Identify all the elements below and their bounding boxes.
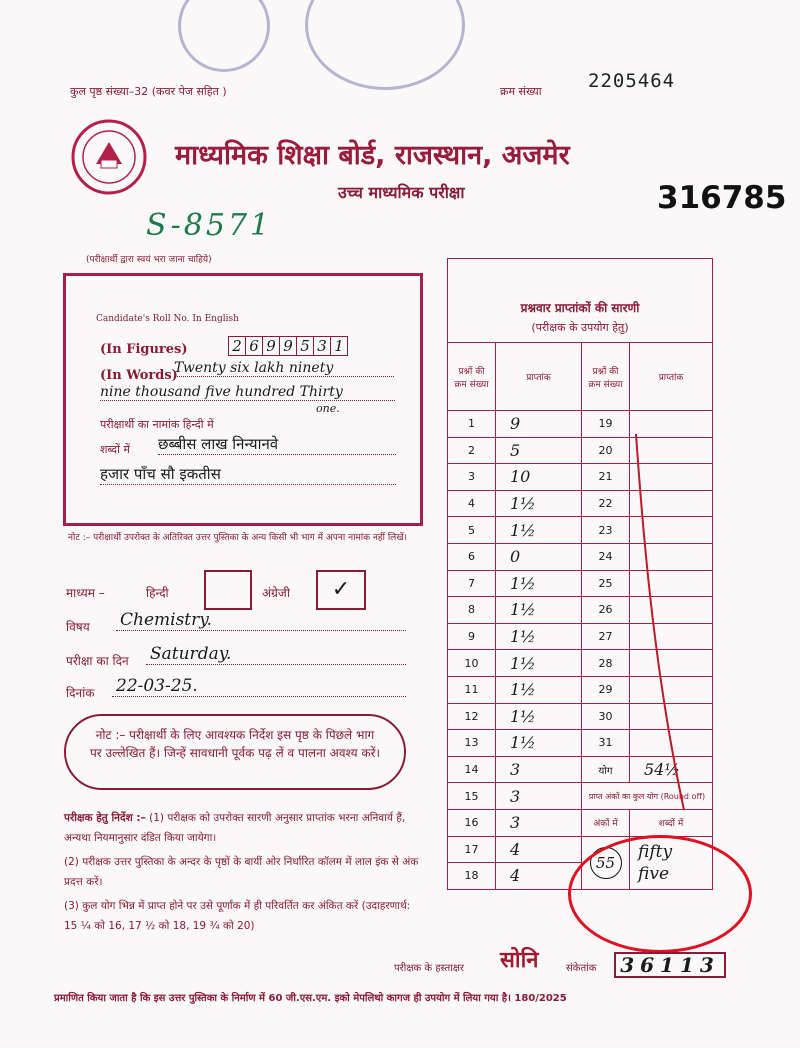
date-label: दिनांक (66, 686, 95, 700)
q-marks[interactable]: 1½ (496, 623, 582, 650)
roll-digit: 9 (262, 336, 280, 356)
words-line-2[interactable]: nine thousand five hundred Thirty (100, 384, 395, 401)
final-figures-value: 55 (590, 847, 622, 879)
roll-digit: 1 (330, 336, 348, 356)
note-1: नोट :– परीक्षार्थी उपरोक्त के अतिरिक्त उत्तर पुस्तिका के अन्य किसी भी भाग में अपना नामांक नहीं लिखें। (68, 533, 408, 543)
final-figures-label: अंकों में (582, 809, 630, 836)
examiner-heading: परीक्षक हेतु निर्देश :– (64, 812, 146, 824)
q-number: 9 (448, 623, 496, 650)
fill-note: (परीक्षार्थी द्वारा स्वयं भरा जाना चाहिये) (86, 255, 212, 265)
board-logo (66, 118, 152, 196)
code-value: 36113 (620, 953, 720, 977)
q-number: 26 (582, 597, 630, 624)
q-number: 1 (448, 411, 496, 438)
col-qno-left: प्रश्नों की क्रम संख्या (448, 343, 496, 411)
medium-label: माध्यम – (66, 586, 105, 600)
examiner-item-2: (2) परीक्षक उत्तर पुस्तिका के अन्दर के पृष्ठों के बायीं ओर निर्धारित कॉलम में लाल इंक से अंक प्रदत्त करें। (64, 856, 419, 888)
final-total-label: प्राप्त अंकों का कुल योग (Round off) (582, 783, 713, 810)
footer-certification: प्रमाणित किया जाता है कि इस उत्तर पुस्तिका के निर्माण में 60 जी.एस.एम. इको मेपलिथो कागज ही उपयोग में लिया गया है। 180/2025 (54, 993, 567, 1004)
examiner-signature: सोनि (500, 948, 539, 973)
q-number: 15 (448, 783, 496, 810)
marks-table-subtitle: (परीक्षक के उपयोग हेतु) (531, 321, 629, 335)
q-number: 12 (448, 703, 496, 730)
q-marks[interactable]: 1½ (496, 676, 582, 703)
roll-digit: 3 (313, 336, 331, 356)
date-value[interactable]: 22-03-25. (112, 676, 406, 697)
q-marks[interactable]: 5 (496, 437, 582, 464)
q-number: 3 (448, 464, 496, 491)
q-number: 2 (448, 437, 496, 464)
q-number: 30 (582, 703, 630, 730)
q-marks[interactable]: 0 (496, 543, 582, 570)
roll-box-title: Candidate's Roll No. In English (96, 314, 239, 324)
exam-day-label: परीक्षा का दिन (66, 654, 129, 668)
q-number: 11 (448, 676, 496, 703)
red-strike-line (600, 430, 710, 830)
exam-name: उच्च माध्यमिक परीक्षा (338, 183, 465, 202)
figures-label: (In Figures) (100, 342, 188, 357)
q-number: 19 (582, 411, 630, 438)
q-marks[interactable]: 4 (496, 863, 582, 890)
q-marks[interactable]: 1½ (496, 597, 582, 624)
total-value[interactable]: 54½ (630, 756, 713, 783)
q-number: 6 (448, 543, 496, 570)
roll-digit: 9 (279, 336, 297, 356)
exam-day-value[interactable]: Saturday. (146, 644, 406, 665)
col-qno-right: प्रश्नों की क्रम संख्या (582, 343, 630, 411)
q-marks[interactable]: 1½ (496, 570, 582, 597)
q-number: 16 (448, 809, 496, 836)
code-label: संकेतांक (566, 963, 597, 974)
page-count: कुल पृष्ठ संख्या–32 (कवर पेज सहित ) (70, 85, 227, 98)
stamp-round-right (305, 0, 465, 90)
q-marks[interactable]: 1½ (496, 730, 582, 757)
board-name: माध्यमिक शिक्षा बोर्ड, राजस्थान, अजमेर (175, 140, 570, 171)
red-circle-mark (568, 835, 752, 953)
col-marks-left: प्राप्तांक (496, 343, 582, 411)
note-2-text: नोट :– परीक्षार्थी के लिए आवश्यक निर्देश इस पृष्ठ के पिछले भाग पर उल्लेखित हैं। जिन्हें सावधानी पूर्वक पढ़ लें व पालना अवश्य करें। (89, 728, 381, 760)
marks-table-title: प्रश्नवार प्राप्तांकों की सारणी (520, 301, 640, 316)
total-label: योग (582, 756, 630, 783)
hindi-words-2[interactable]: हजार पाँच सौ इकतीस (100, 464, 396, 485)
roll-digit: 2 (228, 336, 246, 356)
q-number: 29 (582, 676, 630, 703)
q-number: 5 (448, 517, 496, 544)
q-marks[interactable]: 3 (496, 783, 582, 810)
roll-digit-boxes[interactable] (228, 336, 347, 356)
words-line-1[interactable]: Twenty six lakh ninety (174, 360, 394, 377)
examiner-item-1: (1) परीक्षक को उपरोक्त सारणी अनुसार प्राप्तांक भरना अनिवार्य हैं, अन्यथा नियमानुसार दंडित किया जायेगा। (64, 812, 406, 844)
q-marks[interactable]: 4 (496, 836, 582, 863)
q-number: 7 (448, 570, 496, 597)
note-2-box (64, 714, 406, 790)
medium-hindi-label: हिन्दी (146, 586, 169, 600)
q-marks[interactable]: 3 (496, 756, 582, 783)
serial-label: क्रम संख्या (500, 85, 542, 98)
final-words[interactable]: fifty five (630, 836, 713, 889)
subject-label: विषय (66, 620, 90, 634)
words-label: (In Words) (100, 368, 178, 383)
code-boxes (614, 952, 726, 978)
subject-value[interactable]: Chemistry. (116, 610, 406, 631)
q-number: 22 (582, 490, 630, 517)
words-line-3: one. (316, 402, 340, 415)
q-number: 13 (448, 730, 496, 757)
q-marks[interactable]: 1½ (496, 650, 582, 677)
q-number: 28 (582, 650, 630, 677)
medium-english-checkbox[interactable] (316, 570, 366, 610)
roll-number-box (63, 273, 423, 526)
booklet-number: 316785 (657, 180, 787, 216)
q-marks[interactable]: 3 (496, 809, 582, 836)
q-number: 31 (582, 730, 630, 757)
examiner-item-3: (3) कुल योग भिन्न में प्राप्त होने पर उसे पूर्णांक में ही परिवर्तित कर अंकित करें (उदाहरणार्थ: 15 ¼ को 16, 17 ½ को 18, 19 ¾ को 20) (64, 900, 411, 932)
q-marks[interactable]: 10 (496, 464, 582, 491)
q-number: 20 (582, 437, 630, 464)
q-marks[interactable]: 1½ (496, 517, 582, 544)
medium-english-label: अंग्रेजी (262, 586, 290, 600)
col-marks-right: प्राप्तांक (630, 343, 713, 411)
q-number: 10 (448, 650, 496, 677)
final-words-label: शब्दों में (630, 809, 713, 836)
hindi-label-2: शब्दों में (100, 443, 130, 456)
check-mark-icon: ✓ (331, 577, 351, 602)
q-number: 24 (582, 543, 630, 570)
medium-hindi-checkbox[interactable] (204, 570, 252, 610)
handwritten-code: S-8571 (146, 208, 273, 243)
stamp-round-left (178, 0, 270, 72)
hindi-words-1[interactable]: छब्बीस लाख निन्यानवे (158, 434, 396, 455)
q-number: 8 (448, 597, 496, 624)
q-number: 27 (582, 623, 630, 650)
hindi-label-1: परीक्षार्थी का नामांक हिन्दी में (100, 418, 214, 431)
q-number: 18 (448, 863, 496, 890)
q-number: 25 (582, 570, 630, 597)
q-number: 21 (582, 464, 630, 491)
q-marks[interactable]: 1½ (496, 490, 582, 517)
q-marks[interactable]: 9 (496, 411, 582, 438)
serial-number: 2205464 (588, 70, 676, 92)
q-number: 14 (448, 756, 496, 783)
q-marks[interactable]: 1½ (496, 703, 582, 730)
examiner-instructions (64, 808, 424, 936)
roll-digit: 5 (296, 336, 314, 356)
q-number: 23 (582, 517, 630, 544)
q-number: 4 (448, 490, 496, 517)
roll-digit: 6 (245, 336, 263, 356)
signature-label: परीक्षक के हस्ताक्षर (394, 963, 464, 974)
q-number: 17 (448, 836, 496, 863)
